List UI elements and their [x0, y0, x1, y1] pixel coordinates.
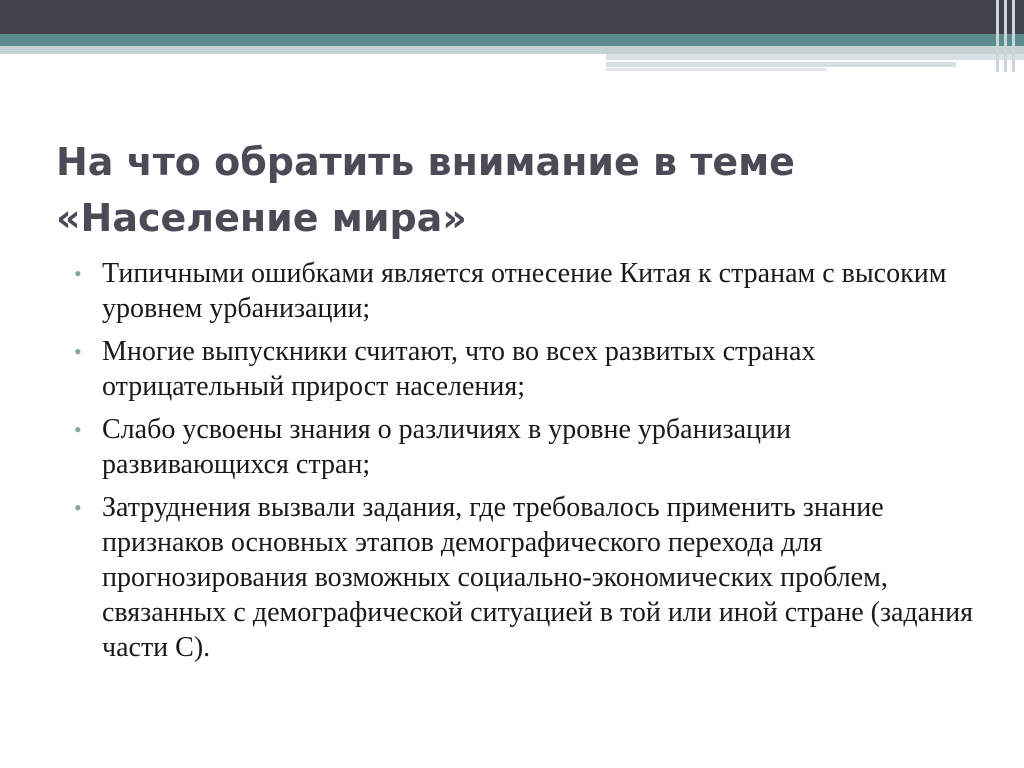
bullet-item: [74, 256, 974, 326]
slide-title-line: На что обратить внимание в теме: [56, 140, 795, 184]
header-band-dark: [0, 0, 1024, 34]
bullet-item: [74, 412, 974, 482]
header-band-teal: [0, 34, 1024, 46]
bullet-icon: •: [74, 417, 82, 442]
bullet-icon: •: [74, 339, 82, 364]
header-stripes: [994, 0, 1024, 72]
slide-title-line: «Население мира»: [56, 196, 467, 240]
stripe: [1012, 0, 1015, 72]
slide-title: [56, 134, 976, 246]
bullet-item: [74, 490, 974, 665]
bullet-text: Типичными ошибками является отнесение Китая к странам с высоким уровнем урбанизации;: [102, 258, 947, 324]
bullet-text: Слабо усвоены знания о различиях в уровне урбанизации развивающихся стран;: [102, 414, 791, 480]
header-accent-line: [606, 62, 956, 67]
stripe: [996, 0, 999, 72]
stripe: [1004, 0, 1007, 72]
bullet-list: [74, 256, 974, 673]
bullet-icon: •: [74, 261, 82, 286]
bullet-icon: •: [74, 495, 82, 520]
bullet-text: Затруднения вызвали задания, где требовалось применить знание признаков основных этапов демографического перехода для прогнозирования возможных социально-экономических проблем, связанных с демографической ситуацией в той или иной стране (задания части С).: [102, 492, 973, 663]
bullet-text: Многие выпускники считают, что во всех развитых странах отрицательный прирост населения;: [102, 336, 816, 402]
header-accent-line: [606, 54, 1024, 60]
header-accent-line: [606, 68, 826, 71]
header-band-gray: [0, 46, 1024, 54]
bullet-item: [74, 334, 974, 404]
